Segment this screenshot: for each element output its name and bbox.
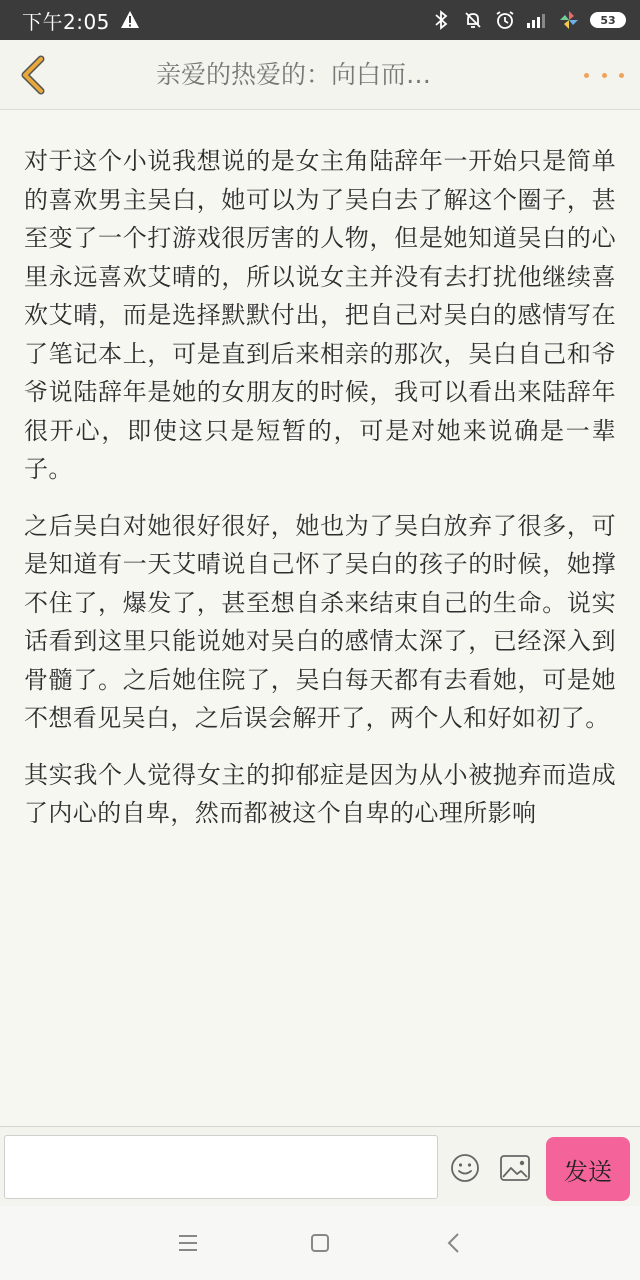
menu-lines-icon xyxy=(177,1234,199,1252)
signal-icon xyxy=(526,9,548,31)
back-button[interactable] xyxy=(10,50,54,100)
paragraph-2: 之后吴白对她很好很好，她也为了吴白放弃了很多，可是知道有一天艾晴说自己怀了吴白的孩子的时候，她撑不住了，爆发了，甚至想自杀来结束自己的生命。说实话看到这里只能说她对吴白的感情太深了，已经深入到骨髓了。之后她住院了，吴白每天都有去看她，可是她不想看见吴白，之后误会解开了，两个人和好如初了。 xyxy=(24,511,616,732)
battery-indicator: 53 xyxy=(590,12,626,28)
page-title: 亲爱的热爱的：向白而… xyxy=(156,60,432,89)
status-bar xyxy=(0,0,640,40)
status-icons xyxy=(430,9,626,31)
chevron-back-icon xyxy=(445,1232,463,1254)
more-dots-icon xyxy=(584,73,589,78)
more-button[interactable] xyxy=(584,60,624,90)
smiley-icon xyxy=(450,1153,480,1183)
alarm-icon xyxy=(494,9,516,31)
home-button[interactable] xyxy=(305,1228,335,1258)
comment-bar xyxy=(0,1126,640,1206)
image-icon xyxy=(499,1153,531,1183)
send-button[interactable]: 发送 xyxy=(546,1137,630,1201)
warning-icon xyxy=(120,10,140,30)
system-nav-bar xyxy=(0,1206,640,1280)
more-dot xyxy=(602,73,607,78)
image-button[interactable] xyxy=(499,1153,531,1183)
status-time: 下午2:05 xyxy=(22,9,110,34)
chevron-left-icon xyxy=(17,55,47,95)
nav-back-button[interactable] xyxy=(439,1228,469,1258)
header xyxy=(0,40,640,110)
mute-bell-icon xyxy=(462,9,484,31)
menu-button[interactable] xyxy=(173,1228,203,1258)
more-dot xyxy=(619,73,624,78)
pinwheel-icon xyxy=(558,9,580,31)
square-home-icon xyxy=(309,1232,331,1254)
paragraph-1: 对于这个小说我想说的是女主角陆辞年一开始只是简单的喜欢男主吴白，她可以为了吴白去了解这个圈子，甚至变了一个打游戏很厉害的人物，但是她知道吴白的心里永远喜欢艾晴的，所以说女主并没有去打扰他继续喜欢艾晴，而是选择默默付出，把自己对吴白的感情写在了笔记本上，可是直到后来相亲的那次，吴白自己和爷爷说陆辞年是她的女朋友的时候，我可以看出来陆辞年很开心，即使这只是短暂的，可是对她来说确是一辈子。 xyxy=(24,147,616,483)
emoji-button[interactable] xyxy=(450,1153,480,1183)
bluetooth-icon xyxy=(430,9,452,31)
paragraph-3: 其实我个人觉得女主的抑郁症是因为从小被抛弃而造成了内心的自卑，然而都被这个自卑的心理所影响 xyxy=(24,760,616,827)
comment-input[interactable] xyxy=(4,1135,438,1199)
article-content[interactable] xyxy=(0,110,640,1126)
